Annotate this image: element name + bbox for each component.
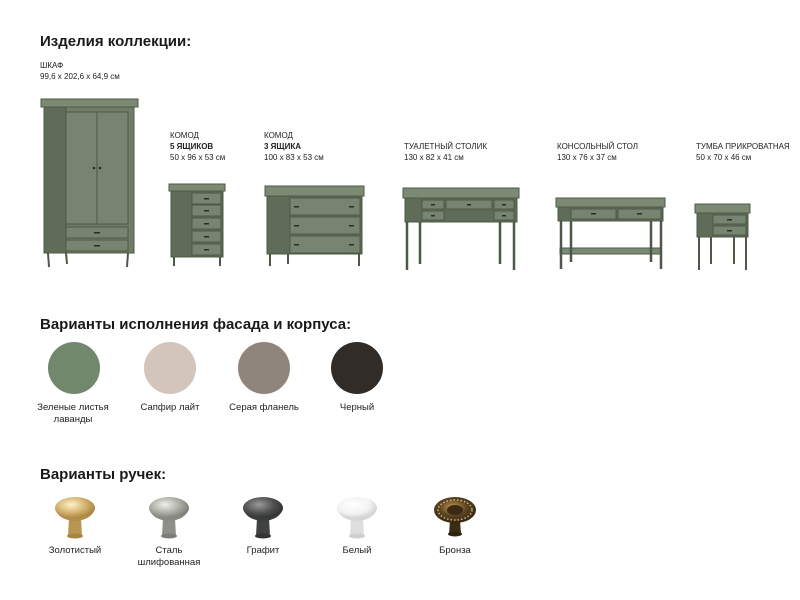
finish-swatch-lavender-green (48, 342, 100, 394)
item-label-console: КОНСОЛЬНЫЙ СТОЛ 130 x 76 x 37 см (557, 142, 639, 162)
finish-label-gray-flannel: Серая фланель (229, 402, 299, 413)
finish-label-lavender-green: Зеленые листья лаванды (37, 402, 109, 425)
vanity-table-image (402, 186, 520, 272)
item-label-vanity: ТУАЛЕТНЫЙ СТОЛИК 130 x 82 x 41 см (404, 142, 488, 162)
collection-heading: Изделия коллекции: (40, 33, 192, 50)
handle-label-steel: Сталь шлифованная (137, 545, 201, 568)
finish-label-black: Черный (339, 402, 375, 413)
handle-label-gold: Золотистый (48, 545, 102, 556)
item-label-dresser-5: КОМОД 5 ЯЩИКОВ 50 x 96 x 53 см (170, 131, 226, 162)
item-label-wardrobe: ШКАФ 99,6 x 202,6 x 64,9 см (40, 61, 120, 81)
handle-label-graphite: Графит (246, 545, 280, 556)
handle-label-bronze: Бронза (439, 545, 471, 556)
dresser-3-drawers-image (264, 184, 366, 270)
graphite-knob-icon (240, 494, 286, 540)
item-label-nightstand: ТУМБА ПРИКРОВАТНАЯ 50 x 70 x 46 см (696, 142, 790, 162)
white-knob-icon (334, 494, 380, 540)
console-table-image (555, 196, 667, 272)
nightstand-image (694, 202, 752, 272)
finishes-heading: Варианты исполнения фасада и корпуса: (40, 316, 352, 333)
handles-heading: Варианты ручек: (40, 466, 167, 483)
item-label-dresser-3: КОМОД 3 ЯЩИКА 100 x 83 x 53 см (264, 131, 324, 162)
finish-swatch-sapphire-light (144, 342, 196, 394)
bronze-knob-icon (432, 494, 478, 540)
finish-swatch-black (331, 342, 383, 394)
dresser-5-drawers-image (168, 182, 228, 268)
gold-knob-icon (52, 494, 98, 540)
wardrobe-image (40, 96, 140, 272)
finish-label-sapphire-light: Сапфир лайт (140, 402, 200, 413)
finish-swatch-gray-flannel (238, 342, 290, 394)
handle-label-white: Белый (342, 545, 372, 556)
steel-knob-icon (146, 494, 192, 540)
